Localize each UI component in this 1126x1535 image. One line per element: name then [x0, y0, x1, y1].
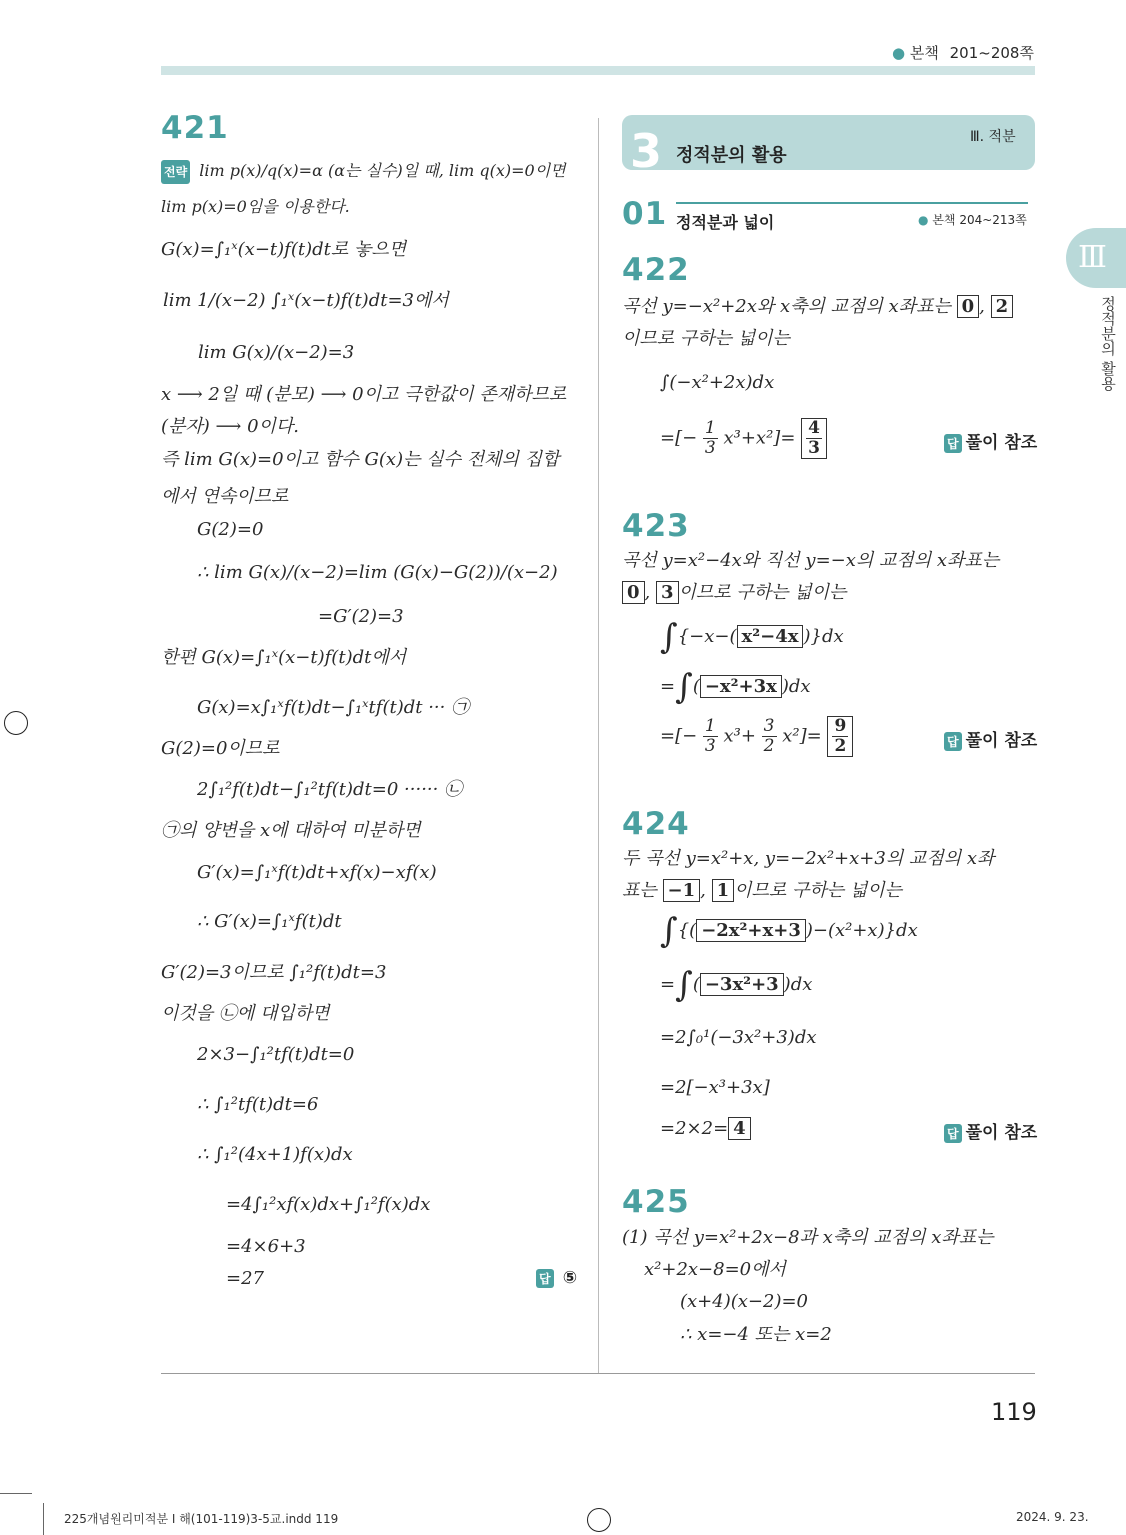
side-tab-roman: Ⅲ	[1078, 240, 1107, 275]
p424-answer-box: 4	[728, 1117, 751, 1140]
p423-line-5: =[− $\frac{1}{3}$ x³+ $\frac{3}{2}$ x²]= $\frac{9}{2}$	[660, 716, 853, 757]
p421-line-13: 한편 G(x)=∫₁ˣ(x−t)f(t)dt에서	[161, 647, 407, 668]
p421-line-12: =G′(2)=3	[318, 606, 404, 627]
p424-line-5: =2∫₀¹(−3x²+3)dx	[660, 1027, 817, 1048]
section-number: 01	[622, 196, 668, 232]
p424-line-6: =2[−x³+3x]	[660, 1077, 770, 1098]
p422-frac: $\frac{1}{3}$	[704, 418, 716, 458]
p423-answer: 답 풀이 참조	[944, 726, 1037, 751]
p425-line-4: ∴ x=−4 또는 x=2	[680, 1324, 832, 1345]
p421-line-27: =27	[226, 1268, 264, 1289]
p421-line-21: 이것을 ㉡에 대입하면	[161, 1003, 330, 1024]
footer-file: 225개념원리미적분 Ⅰ 해(101-119)3-5교.indd 119	[64, 1512, 339, 1526]
p421-line-8: 즉 lim G(x)=0이고 함수 G(x)는 실수 전체의 집합	[161, 449, 560, 470]
side-tab-label: 정적분의 활용	[1099, 296, 1117, 391]
p424-line-2: 표는 −1 , 1 이므로 구하는 넓이는	[622, 880, 903, 901]
p423-box-2: 3	[656, 581, 679, 604]
problem-425-number: 425	[622, 1184, 690, 1220]
p421-strategy: 전략 lim p(x)/q(x)=α (α는 실수)일 때, lim q(x)=0이면	[161, 160, 566, 184]
p423-box-1: 0	[622, 581, 645, 604]
p422-line-1: 곡선 y=−x²+2x와 x축의 교점의 x좌표는 0 , 2	[622, 296, 1013, 318]
p421-line-10: G(2)=0	[197, 519, 264, 540]
p424-line-3: ∫{( −2x²+x+3 )−(x²+x)}dx	[660, 911, 918, 951]
problem-424-number: 424	[622, 806, 690, 842]
header-band	[161, 66, 1035, 75]
p421-line-3: G(x)=∫₁ˣ(x−t)f(t)dt로 놓으면	[161, 239, 407, 260]
section-ref: ● 본책 204~213쪽	[918, 213, 1027, 227]
registration-mark-left	[4, 711, 28, 735]
p422-answer: 답 풀이 참조	[944, 428, 1037, 453]
p422-line-4: =[− $\frac{1}{3}$ x³+x²]= $\frac{4}{3}$	[660, 418, 827, 459]
p421-line-16: 2∫₁²f(t)dt−∫₁²tf(t)dt=0 ······ ㉡	[197, 779, 463, 800]
p423-line-3: ∫{−x−( x²−4x )}dx	[660, 617, 844, 657]
p422-box-1: 0	[957, 295, 980, 318]
column-divider	[598, 118, 599, 1373]
chapter-title: 정적분의 활용	[676, 145, 787, 166]
p424-answer: 답 풀이 참조	[944, 1118, 1037, 1143]
section-title: 정적분과 넓이	[676, 213, 775, 232]
p421-line-23: ∴ ∫₁²tf(t)dt=6	[197, 1094, 319, 1115]
p421-line-24: ∴ ∫₁²(4x+1)f(x)dx	[197, 1144, 353, 1165]
p424-line-1: 두 곡선 y=x²+x, y=−2x²+x+3의 교점의 x좌	[622, 848, 995, 869]
p425-line-2: x²+2x−8=0에서	[644, 1259, 786, 1280]
section-rule	[676, 202, 1028, 204]
p421-answer: 답 ⑤	[536, 1268, 577, 1288]
answer-tag: 답	[536, 1269, 554, 1288]
p421-line-2: lim p(x)=0임을 이용한다.	[161, 197, 350, 216]
p424-line-7: =2×2= 4	[660, 1118, 751, 1140]
p421-line-11: ∴ lim G(x)/(x−2)=lim (G(x)−G(2))/(x−2)	[197, 562, 558, 583]
strategy-tag: 전략	[161, 160, 190, 184]
p423-answer-box: $\frac{9}{2}$	[827, 716, 853, 757]
bottom-rule	[161, 1373, 1035, 1374]
p421-line-9: 에서 연속이므로	[161, 486, 289, 507]
p421-line-17: ㉠의 양변을 x에 대하여 미분하면	[161, 820, 421, 841]
p421-line-15: G(2)=0이므로	[161, 738, 280, 759]
problem-423-number: 423	[622, 508, 690, 544]
p425-line-1: (1) 곡선 y=x²+2x−8과 x축의 교점의 x좌표는	[622, 1227, 994, 1248]
p421-line-4: lim 1/(x−2) ∫₁ˣ(x−t)f(t)dt=3에서	[163, 290, 449, 311]
p422-box-2: 2	[991, 295, 1014, 318]
p423-line-1: 곡선 y=x²−4x와 직선 y=−x의 교점의 x좌표는	[622, 550, 1000, 571]
p421-line-25: =4∫₁²xf(x)dx+∫₁²f(x)dx	[226, 1194, 431, 1215]
header-ref: ● 본책 201~208쪽	[892, 44, 1034, 62]
footer-date: 2024. 9. 23.	[1016, 1510, 1089, 1524]
registration-mark-bottom	[587, 1508, 611, 1532]
problem-422-number: 422	[622, 252, 690, 288]
p421-line-22: 2×3−∫₁²tf(t)dt=0	[197, 1044, 355, 1065]
p421-line-5: lim G(x)/(x−2)=3	[198, 342, 355, 363]
p422-answer-box: $\frac{4}{3}$	[801, 418, 827, 459]
problem-421-number: 421	[161, 110, 229, 146]
p421-line-7: (분자) ⟶ 0이다.	[161, 416, 300, 437]
p425-line-3: (x+4)(x−2)=0	[680, 1291, 808, 1312]
chapter-number: 3	[630, 124, 663, 178]
p422-line-2: 이므로 구하는 넓이는	[622, 328, 790, 349]
p421-line-18: G′(x)=∫₁ˣf(t)dt+xf(x)−xf(x)	[197, 862, 437, 883]
footer-tick	[43, 1503, 44, 1535]
p424-box-1: −1	[663, 879, 701, 902]
p421-line-26: =4×6+3	[226, 1236, 306, 1257]
p421-line-20: G′(2)=3이므로 ∫₁²f(t)dt=3	[161, 962, 387, 983]
footer-rule	[0, 1493, 32, 1494]
p424-line-4: =∫( −3x²+3 )dx	[660, 965, 813, 1005]
p422-line-3: ∫(−x²+2x)dx	[660, 372, 775, 393]
p421-line-6: x ⟶ 2일 때 (분모) ⟶ 0이고 극한값이 존재하므로	[161, 384, 567, 405]
p421-line-19: ∴ G′(x)=∫₁ˣf(t)dt	[197, 911, 342, 932]
chapter-part: Ⅲ. 적분	[970, 129, 1016, 145]
p424-box-2: 1	[712, 879, 735, 902]
p421-line-14: G(x)=x∫₁ˣf(t)dt−∫₁ˣtf(t)dt ··· ㉠	[197, 697, 470, 718]
page-number: 119	[991, 1398, 1037, 1426]
p423-line-4: =∫( −x²+3x )dx	[660, 667, 811, 707]
p423-line-2: 0 , 3 이므로 구하는 넓이는	[622, 582, 846, 604]
